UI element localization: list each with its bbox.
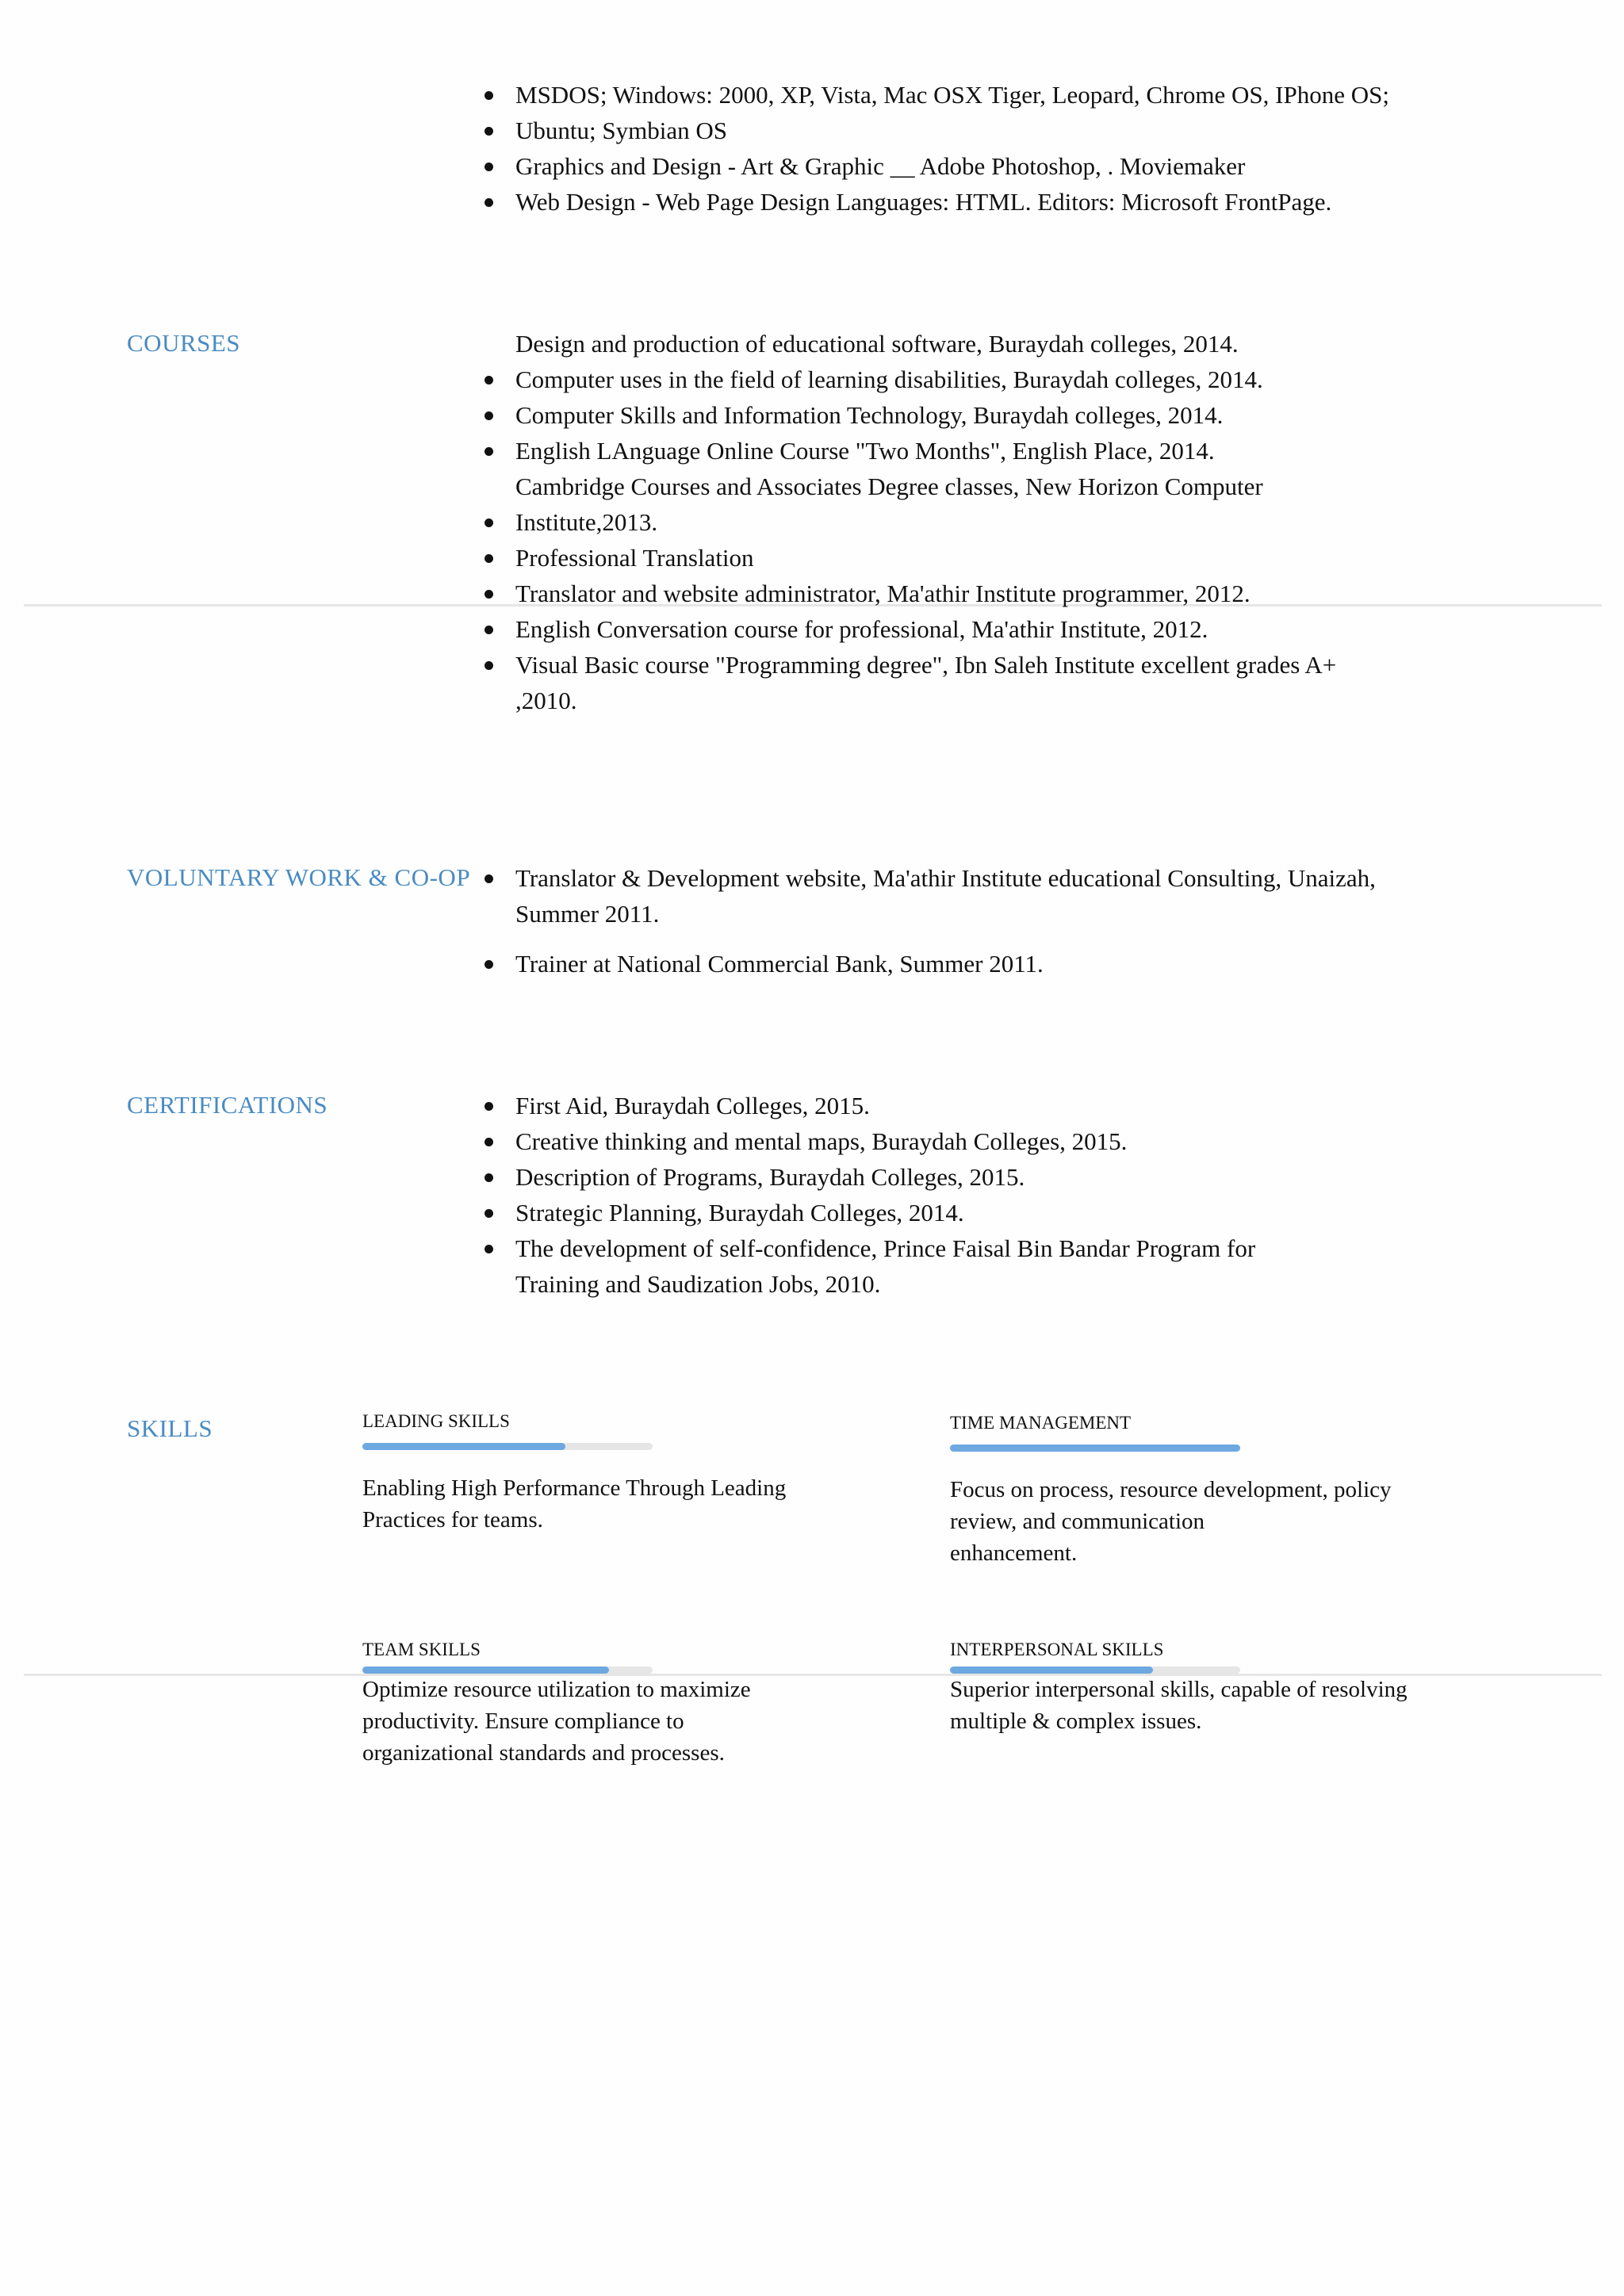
skill-level-bar xyxy=(950,1445,1240,1452)
list-item: Visual Basic course "Programming degree", Ibn Saleh Institute excellent grades A+ xyxy=(474,647,1336,683)
list-item: English LAnguage Online Course "Two Months", English Place, 2014. xyxy=(474,433,1336,469)
certifications-list xyxy=(474,1088,1255,1302)
skill-description-line: Enabling High Performance Through Leading xyxy=(362,1475,787,1501)
skill-name: TEAM SKILLS xyxy=(362,1640,481,1659)
list-item: Translator and website administrator, Ma'athir Institute programmer, 2012. xyxy=(474,576,1336,611)
list-item: MSDOS; Windows: 2000, XP, Vista, Mac OSX Tiger, Leopard, Chrome OS, IPhone OS; xyxy=(474,77,1389,113)
skill-name: INTERPERSONAL SKILLS xyxy=(950,1640,1164,1659)
skill-description-line: Practices for teams. xyxy=(362,1507,543,1533)
skill-description xyxy=(362,1472,917,1536)
list-item: Strategic Planning, Buraydah Colleges, 2014. xyxy=(474,1195,1255,1230)
list-item: Training and Saudization Jobs, 2010. xyxy=(515,1270,881,1298)
skill-description-line: Optimize resource utilization to maximize xyxy=(362,1677,751,1702)
skill-description xyxy=(950,1674,1505,1737)
skill-name: LEADING SKILLS xyxy=(362,1411,510,1431)
skill-description-line: review, and communication xyxy=(950,1509,1205,1534)
skill-level-bar xyxy=(362,1443,653,1450)
skill-team xyxy=(362,1640,917,1769)
list-item: English Conversation course for professional, Ma'athir Institute, 2012. xyxy=(474,611,1336,647)
skill-leading xyxy=(362,1411,917,1536)
courses-heading: COURSES xyxy=(127,329,241,357)
list-item: Graphics and Design - Art & Graphic __ Adobe Photoshop, . Moviemaker xyxy=(474,148,1389,184)
skill-interpersonal xyxy=(950,1640,1505,1737)
skill-level-bar xyxy=(362,1667,653,1674)
skill-description-line: organizational standards and processes. xyxy=(362,1740,725,1766)
skill-description xyxy=(362,1674,917,1769)
skill-level-fill xyxy=(950,1667,1153,1674)
skill-name: TIME MANAGEMENT xyxy=(950,1413,1132,1433)
skill-description-line: Superior interpersonal skills, capable of resolving xyxy=(950,1677,1408,1702)
skill-time-management xyxy=(950,1413,1505,1569)
skill-level-fill xyxy=(362,1667,609,1674)
skill-level-bar xyxy=(950,1667,1240,1674)
list-item: Translator & Development website, Ma'athir Institute educational Consulting, Unaizah, xyxy=(474,860,1376,896)
skill-description-line: productivity. Ensure compliance to xyxy=(362,1709,684,1734)
skill-description xyxy=(950,1474,1505,1569)
list-item: Cambridge Courses and Associates Degree classes, New Horizon Computer xyxy=(515,473,1263,500)
voluntary-work-list xyxy=(474,860,1376,982)
courses-list xyxy=(474,326,1336,718)
voluntary-work-heading: VOLUNTARY WORK & CO-OP xyxy=(127,863,471,891)
skill-level-fill xyxy=(950,1445,1240,1452)
skill-description-line: Focus on process, resource development, policy xyxy=(950,1477,1392,1502)
computer-skills-list xyxy=(474,77,1389,220)
list-item: The development of self-confidence, Prince Faisal Bin Bandar Program for xyxy=(474,1230,1255,1266)
certifications-heading: CERTIFICATIONS xyxy=(127,1091,328,1119)
list-item: Description of Programs, Buraydah Colleges, 2015. xyxy=(474,1159,1255,1195)
list-item: Computer Skills and Information Technology, Buraydah colleges, 2014. xyxy=(474,397,1336,433)
list-item: Professional Translation xyxy=(474,540,1336,576)
skill-level-fill xyxy=(362,1443,565,1450)
list-item: Computer uses in the field of learning disabilities, Buraydah colleges, 2014. xyxy=(474,362,1336,397)
skill-description-line: enhancement. xyxy=(950,1540,1078,1566)
list-item: First Aid, Buraydah Colleges, 2015. xyxy=(474,1088,1255,1123)
list-item: Creative thinking and mental maps, Buraydah Colleges, 2015. xyxy=(474,1123,1255,1159)
skills-heading: SKILLS xyxy=(127,1414,213,1442)
list-item: Trainer at National Commercial Bank, Summer 2011. xyxy=(474,946,1376,982)
list-item: Institute,2013. xyxy=(474,504,1336,540)
skill-description-line: multiple & complex issues. xyxy=(950,1709,1202,1734)
list-item: Summer 2011. xyxy=(515,900,660,928)
list-item: Design and production of educational software, Buraydah colleges, 2014. xyxy=(515,330,1239,358)
list-item: Web Design - Web Page Design Languages: HTML. Editors: Microsoft FrontPage. xyxy=(474,184,1389,220)
list-item: Ubuntu; Symbian OS xyxy=(474,113,1389,148)
list-item: ,2010. xyxy=(515,687,577,714)
